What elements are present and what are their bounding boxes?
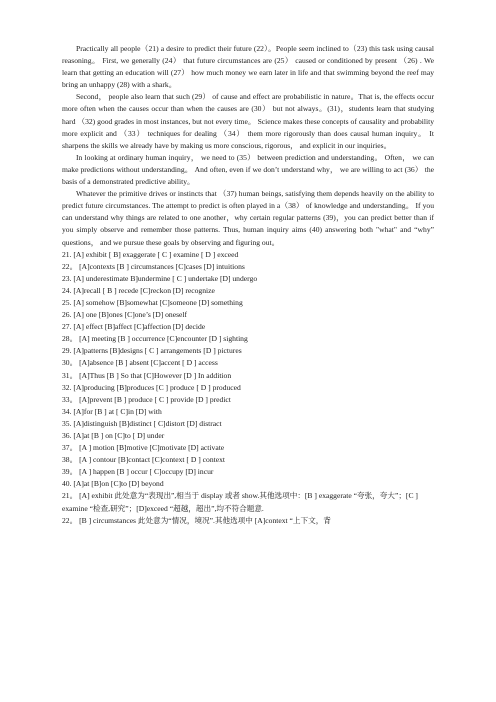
- document-page: [62, 43, 434, 527]
- option-line-37: 37。 [A ] motion [B]motive [C]motivate [D] activate: [62, 443, 225, 453]
- passage-paragraph-4: Whatever the primitive drives or instincts that （37) human beings, satisfying them depends heavily on the ability to predict future circumstances. The attempt to predict is often played in a（38） of knowledge and understanding。 If you can understand why things are related to one another，why certain regular patterns (39)，you can predict better than if you simply observe and remember those patterns. Thus, human inquiry aims (40) answering both "what" and “why” questions， and we pursue these goals by observing and figuring out。: [62, 189, 434, 247]
- option-line-25: 25. [A] somehow [B]somewhat [C]someone [D] something: [62, 297, 243, 307]
- option-line-33: 33。 [A]prevent [B ] produce [ C ] provide [D ] predict: [62, 394, 231, 404]
- option-line-28: 28。 [A] meeting [B ] occurrence [C]encounter [D ] sighting: [62, 334, 248, 344]
- option-line-35: 35. [A]distinguish [B]distinct [ C]distort [D] distract: [62, 418, 222, 428]
- option-line-24: 24. [A]recall [ B ] recede [C]reckon [D] recognize: [62, 285, 215, 295]
- option-line-29: 29. [A]patterns [B]designs [ C ] arrangements [D ] pictures: [62, 346, 242, 356]
- option-line-30: 30。 [A]absence [B ] absent [C]accent [ D ] access: [62, 358, 218, 368]
- option-line-31: 31。 [A]Thus [B ] So that [C]However [D ] In addition: [62, 370, 232, 380]
- option-line-21: 21. [A] exhibit [ B] exaggerate [ C ] examine [ D ] exceed: [62, 249, 239, 259]
- cloze-passage: [62, 43, 434, 249]
- answer-explanations: [62, 490, 434, 526]
- option-line-22: 22。 [A]contexts [B ] circumstances [C]cases [D] intuitions: [62, 261, 245, 271]
- explanation-21: 21。 [A] exhibit 此处意为“表现出”,相当于 display 或者 show.其他选项中：[B ] exaggerate “夸张，夸大”；[C ] examine “检查,研究”；[D]exceed “超越，超出”,均不符合题意.: [62, 491, 418, 513]
- option-line-32: 32. [A]producing [B]produces [C ] produce [ D ] produced: [62, 382, 241, 392]
- option-line-40: 40. [A]at [B]on [C]to [D] beyond: [62, 479, 164, 489]
- explanation-22: 22。 [B ] circumstances 此处意为“情况，境况”.其他选项中 [A]context “上下文，背: [62, 515, 331, 525]
- passage-paragraph-2: Second， people also learn that such (29） of cause and effect are probabilistic in nature。That is, the effects occur more often when the causes occur than when the causes are (30） but not always。(31)，students learn that studying hard （32) good grades in most instances, but not every time。 Science makes these concepts of causality and probability more explicit and （33） techniques for dealing （34） them more rigorously than does causal human inquiry。 It sharpens the skills we already have by making us more conscious, rigorous， and explicit in our inquiries。: [62, 92, 434, 150]
- answer-options: [62, 249, 434, 491]
- option-line-39: 39。 [A ] happen [B ] occur [ C]occupy [D] incur: [62, 467, 214, 477]
- passage-paragraph-1: Practically all people（21) a desire to predict their future (22）。People seem inclined to（23) this task using causal reasoning。 First, we generally (24） that future circumstances are (25） caused or conditioned by present （26) . We learn that getting an education will (27） how much money we earn later in life and that swimming beyond the reef may bring an unhappy (28) with a shark。: [62, 44, 434, 90]
- option-line-36: 36. [A]at [B ] on [C]to [ D] under: [62, 431, 165, 440]
- option-line-27: 27. [A] effect [B]affect [C]affection [D] decide: [62, 322, 206, 332]
- option-line-34: 34. [A]for [B ] at [ C]in [D] with: [62, 406, 162, 416]
- option-line-26: 26. [A] one [B]ones [C]one’s [D] oneself: [62, 310, 188, 320]
- option-line-38: 38。 [A ] contour [B]contact [C]context [ D ] context: [62, 455, 226, 465]
- option-line-23: 23. [A] underestimate B]undermine [ C ] undertake [D] undergo: [62, 273, 258, 283]
- passage-paragraph-3: In looking at ordinary human inquiry， we need to (35） between prediction and understanding。 Often， we can make predictions without understanding。 And often, even if we don’t understand why， we are willing to act (36） the basis of a demonstrated predictive ability。: [62, 152, 434, 187]
